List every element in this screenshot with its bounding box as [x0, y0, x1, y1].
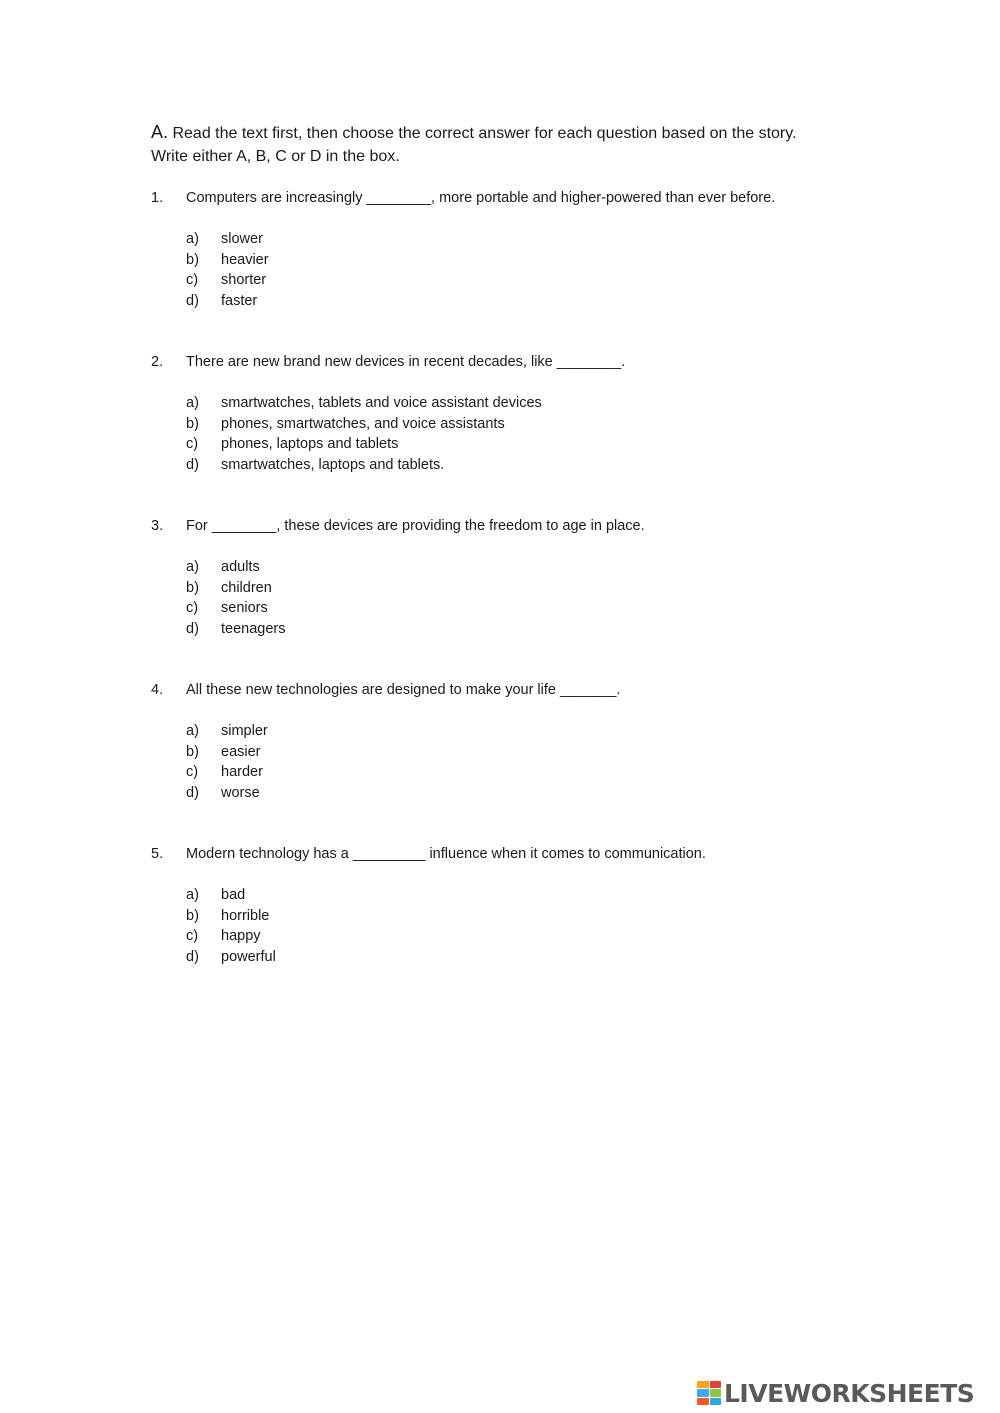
- question-4: [151, 680, 871, 803]
- option-text: powerful: [221, 948, 276, 965]
- question-3: [151, 516, 871, 639]
- option-text: heavier: [221, 251, 269, 268]
- option: [151, 414, 871, 435]
- option-list: [151, 721, 871, 803]
- option: [151, 270, 871, 291]
- option-text: harder: [221, 764, 263, 780]
- option: [151, 229, 871, 250]
- option-list: [151, 557, 871, 639]
- option-text: phones, laptops and tablets: [221, 436, 399, 452]
- option-letter: b): [186, 415, 199, 432]
- option-letter: a): [186, 887, 199, 903]
- instructions-line-2: Write either A, B, C or D in the box.: [151, 148, 400, 165]
- instructions: [151, 121, 871, 168]
- option-list: [151, 229, 871, 311]
- option: [151, 291, 871, 312]
- question-number: 1.: [151, 190, 164, 206]
- option-letter: b): [186, 579, 199, 596]
- option: [151, 906, 871, 927]
- option: [151, 885, 871, 906]
- option-letter: c): [186, 436, 199, 452]
- logo-tile: [710, 1398, 722, 1405]
- instructions-line-1: [151, 121, 871, 145]
- liveworksheets-logo-icon: [697, 1381, 721, 1405]
- option-text: shorter: [221, 272, 267, 288]
- option: [151, 947, 871, 968]
- option-text: worse: [221, 784, 260, 801]
- option: [151, 393, 871, 414]
- option-letter: c): [186, 600, 199, 616]
- logo-tile: [697, 1389, 709, 1396]
- option-letter: d): [186, 784, 199, 801]
- option-text: phones, smartwatches, and voice assistants: [221, 415, 505, 432]
- question-text: Computers are increasingly ________, more portable and higher-powered than ever before.: [186, 190, 776, 206]
- option-letter: b): [186, 743, 199, 760]
- option-list: [151, 393, 871, 475]
- option-text: smartwatches, laptops and tablets.: [221, 456, 445, 473]
- option-text: adults: [221, 559, 260, 575]
- question-number: 3.: [151, 518, 164, 534]
- option-letter: c): [186, 928, 199, 944]
- logo-tile: [697, 1398, 709, 1405]
- question-text: All these new technologies are designed to make your life _______.: [186, 682, 621, 698]
- option: [151, 783, 871, 804]
- option-text: faster: [221, 292, 258, 309]
- option-letter: d): [186, 456, 199, 473]
- option-text: smartwatches, tablets and voice assistant devices: [221, 395, 542, 411]
- question-text: For ________, these devices are providing the freedom to age in place.: [186, 518, 645, 534]
- question-2: [151, 352, 871, 475]
- question-1: [151, 188, 871, 311]
- option-letter: d): [186, 292, 199, 309]
- logo-text: LIVEWORKSHEETS: [724, 1378, 975, 1408]
- option: [151, 926, 871, 947]
- option-text: teenagers: [221, 620, 286, 637]
- question-number: 4.: [151, 682, 164, 698]
- option-text: simpler: [221, 723, 268, 739]
- option-letter: a): [186, 395, 199, 411]
- logo-tile: [697, 1381, 709, 1388]
- option: [151, 619, 871, 640]
- question-5: [151, 844, 871, 967]
- instructions-text-1: Read the text first, then choose the correct answer for each question based on the story.: [168, 125, 797, 142]
- question-number: 5.: [151, 846, 164, 862]
- option-letter: a): [186, 231, 199, 247]
- question-text: Modern technology has a _________ influence when it comes to communication.: [186, 846, 706, 862]
- option-text: easier: [221, 743, 261, 760]
- liveworksheets-logo: [697, 1377, 997, 1409]
- option-letter: c): [186, 272, 199, 288]
- option: [151, 742, 871, 763]
- option-letter: c): [186, 764, 199, 780]
- option-text: children: [221, 579, 272, 596]
- option: [151, 434, 871, 455]
- option-list: [151, 885, 871, 967]
- option: [151, 598, 871, 619]
- option-text: bad: [221, 887, 246, 903]
- option-text: happy: [221, 928, 261, 944]
- logo-tile: [710, 1381, 722, 1388]
- section-label: A.: [151, 122, 169, 142]
- option-letter: d): [186, 948, 199, 965]
- option-text: horrible: [221, 907, 270, 924]
- option-letter: b): [186, 907, 199, 924]
- option-text: slower: [221, 231, 263, 247]
- option-text: seniors: [221, 600, 268, 616]
- option-letter: b): [186, 251, 199, 268]
- option-letter: a): [186, 723, 199, 739]
- option: [151, 721, 871, 742]
- question-number: 2.: [151, 354, 164, 370]
- option-letter: a): [186, 559, 199, 575]
- option: [151, 250, 871, 271]
- logo-tile: [710, 1389, 722, 1396]
- option: [151, 762, 871, 783]
- question-text: There are new brand new devices in recent decades, like ________.: [186, 354, 626, 370]
- option: [151, 557, 871, 578]
- option: [151, 578, 871, 599]
- option-letter: d): [186, 620, 199, 637]
- option: [151, 455, 871, 476]
